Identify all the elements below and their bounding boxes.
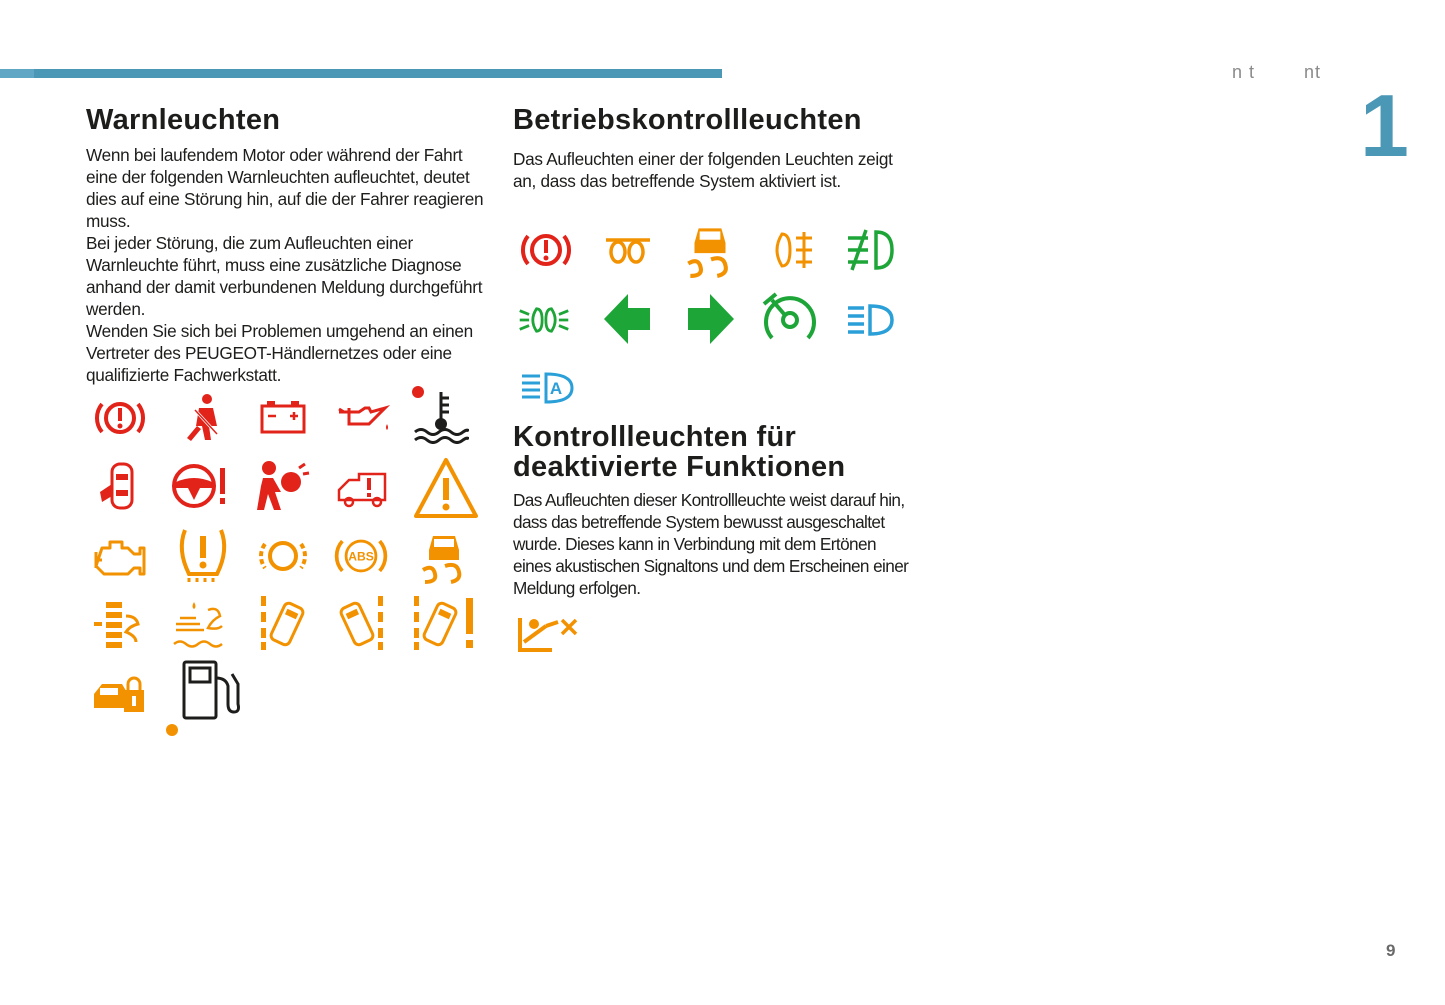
turn-left-icon [600, 290, 654, 348]
section-title-warnleuchten: Warnleuchten [86, 104, 281, 136]
chapter-number: 1 [1360, 76, 1409, 175]
passenger-airbag-off-icon [514, 604, 580, 654]
lane-departure-warning-icon [410, 594, 478, 652]
section-title-betriebskontrollleuchten: Betriebskontrollleuchten [513, 104, 862, 136]
betriebskontrollleuchten-text [513, 148, 913, 192]
parking-brake-icon [518, 222, 574, 278]
battery-icon [255, 390, 311, 446]
deaktivierte-funktionen-text [513, 489, 913, 599]
oil-pressure-icon [335, 390, 391, 446]
power-steering-icon [170, 458, 226, 514]
svg-text:A: A [549, 379, 563, 398]
door-open-icon [92, 458, 148, 514]
lane-departure-left-icon [257, 594, 309, 652]
header-bar-accent [0, 69, 34, 78]
brake-warning-icon [92, 390, 148, 446]
brake-pad-icon [255, 528, 311, 584]
engine-check-icon [92, 528, 148, 584]
section-title-deaktivierte-funktionen: Kontrollleuchten für deaktivierte Funktionen [513, 421, 846, 483]
coolant-temperature-icon [413, 388, 469, 444]
rear-fog-light-icon [766, 222, 822, 278]
speed-limiter-icon [758, 288, 822, 348]
automatic-main-beam-icon [518, 360, 578, 416]
paragraph: Wenden Sie sich bei Problemen umgehend an einen Vertreter des PEUGEOT-Händlernetzes oder eine qualifizierte Fachwerkstatt. [86, 321, 473, 385]
airbag-icon [255, 458, 311, 514]
svg-text:ABS: ABS [348, 549, 374, 564]
front-fog-light-icon [842, 222, 898, 278]
abs-icon [333, 528, 389, 584]
header-text-left: n t [1232, 62, 1256, 82]
stability-control-active-icon [680, 218, 740, 278]
glow-plug-icon [600, 222, 656, 278]
seatbelt-icon [175, 390, 231, 446]
header-bar [0, 69, 722, 78]
fuel-level-icon [180, 658, 242, 722]
tyre-pressure-icon [173, 524, 233, 584]
paragraph: Wenn bei laufendem Motor oder während der Fahrt eine der folgenden Warnleuchten aufleuchtet, deutet dies auf eine Störung hin, auf die der Fahrer reagieren muss. [86, 145, 484, 231]
water-in-diesel-icon [172, 596, 234, 652]
paragraph: Bei jeder Störung, die zum Aufleuchten einer Warnleuchte führt, muss eine zusätzliche Diagnose anhand der damit verbundenen Meldung durchgeführt werden. [86, 233, 483, 319]
warnleuchten-text [86, 144, 486, 386]
vehicle-service-icon [335, 458, 391, 514]
stability-control-icon [415, 526, 473, 584]
general-warning-icon [412, 456, 480, 522]
anti-theft-icon [92, 664, 148, 720]
side-lights-icon [516, 292, 572, 348]
page-number: 9 [1386, 941, 1396, 960]
lane-departure-right-icon [335, 594, 387, 652]
paragraph: Das Aufleuchten dieser Kontrollleuchte weist darauf hin, dass das betreffende System bewusst ausgeschaltet wurde. Dieses kann in Verbindung mit dem Ertönen eines akustischen Signaltons und dem Erscheinen einer Meldung erfolgen. [513, 490, 909, 598]
status-dot [166, 724, 178, 736]
main-beam-icon [842, 292, 898, 348]
turn-right-icon [684, 290, 738, 348]
header-text-right: nt [1304, 62, 1322, 82]
paragraph: Das Aufleuchten einer der folgenden Leuchten zeigt an, dass das betreffende System aktiviert ist. [513, 149, 893, 191]
diesel-filter-icon [92, 596, 148, 652]
